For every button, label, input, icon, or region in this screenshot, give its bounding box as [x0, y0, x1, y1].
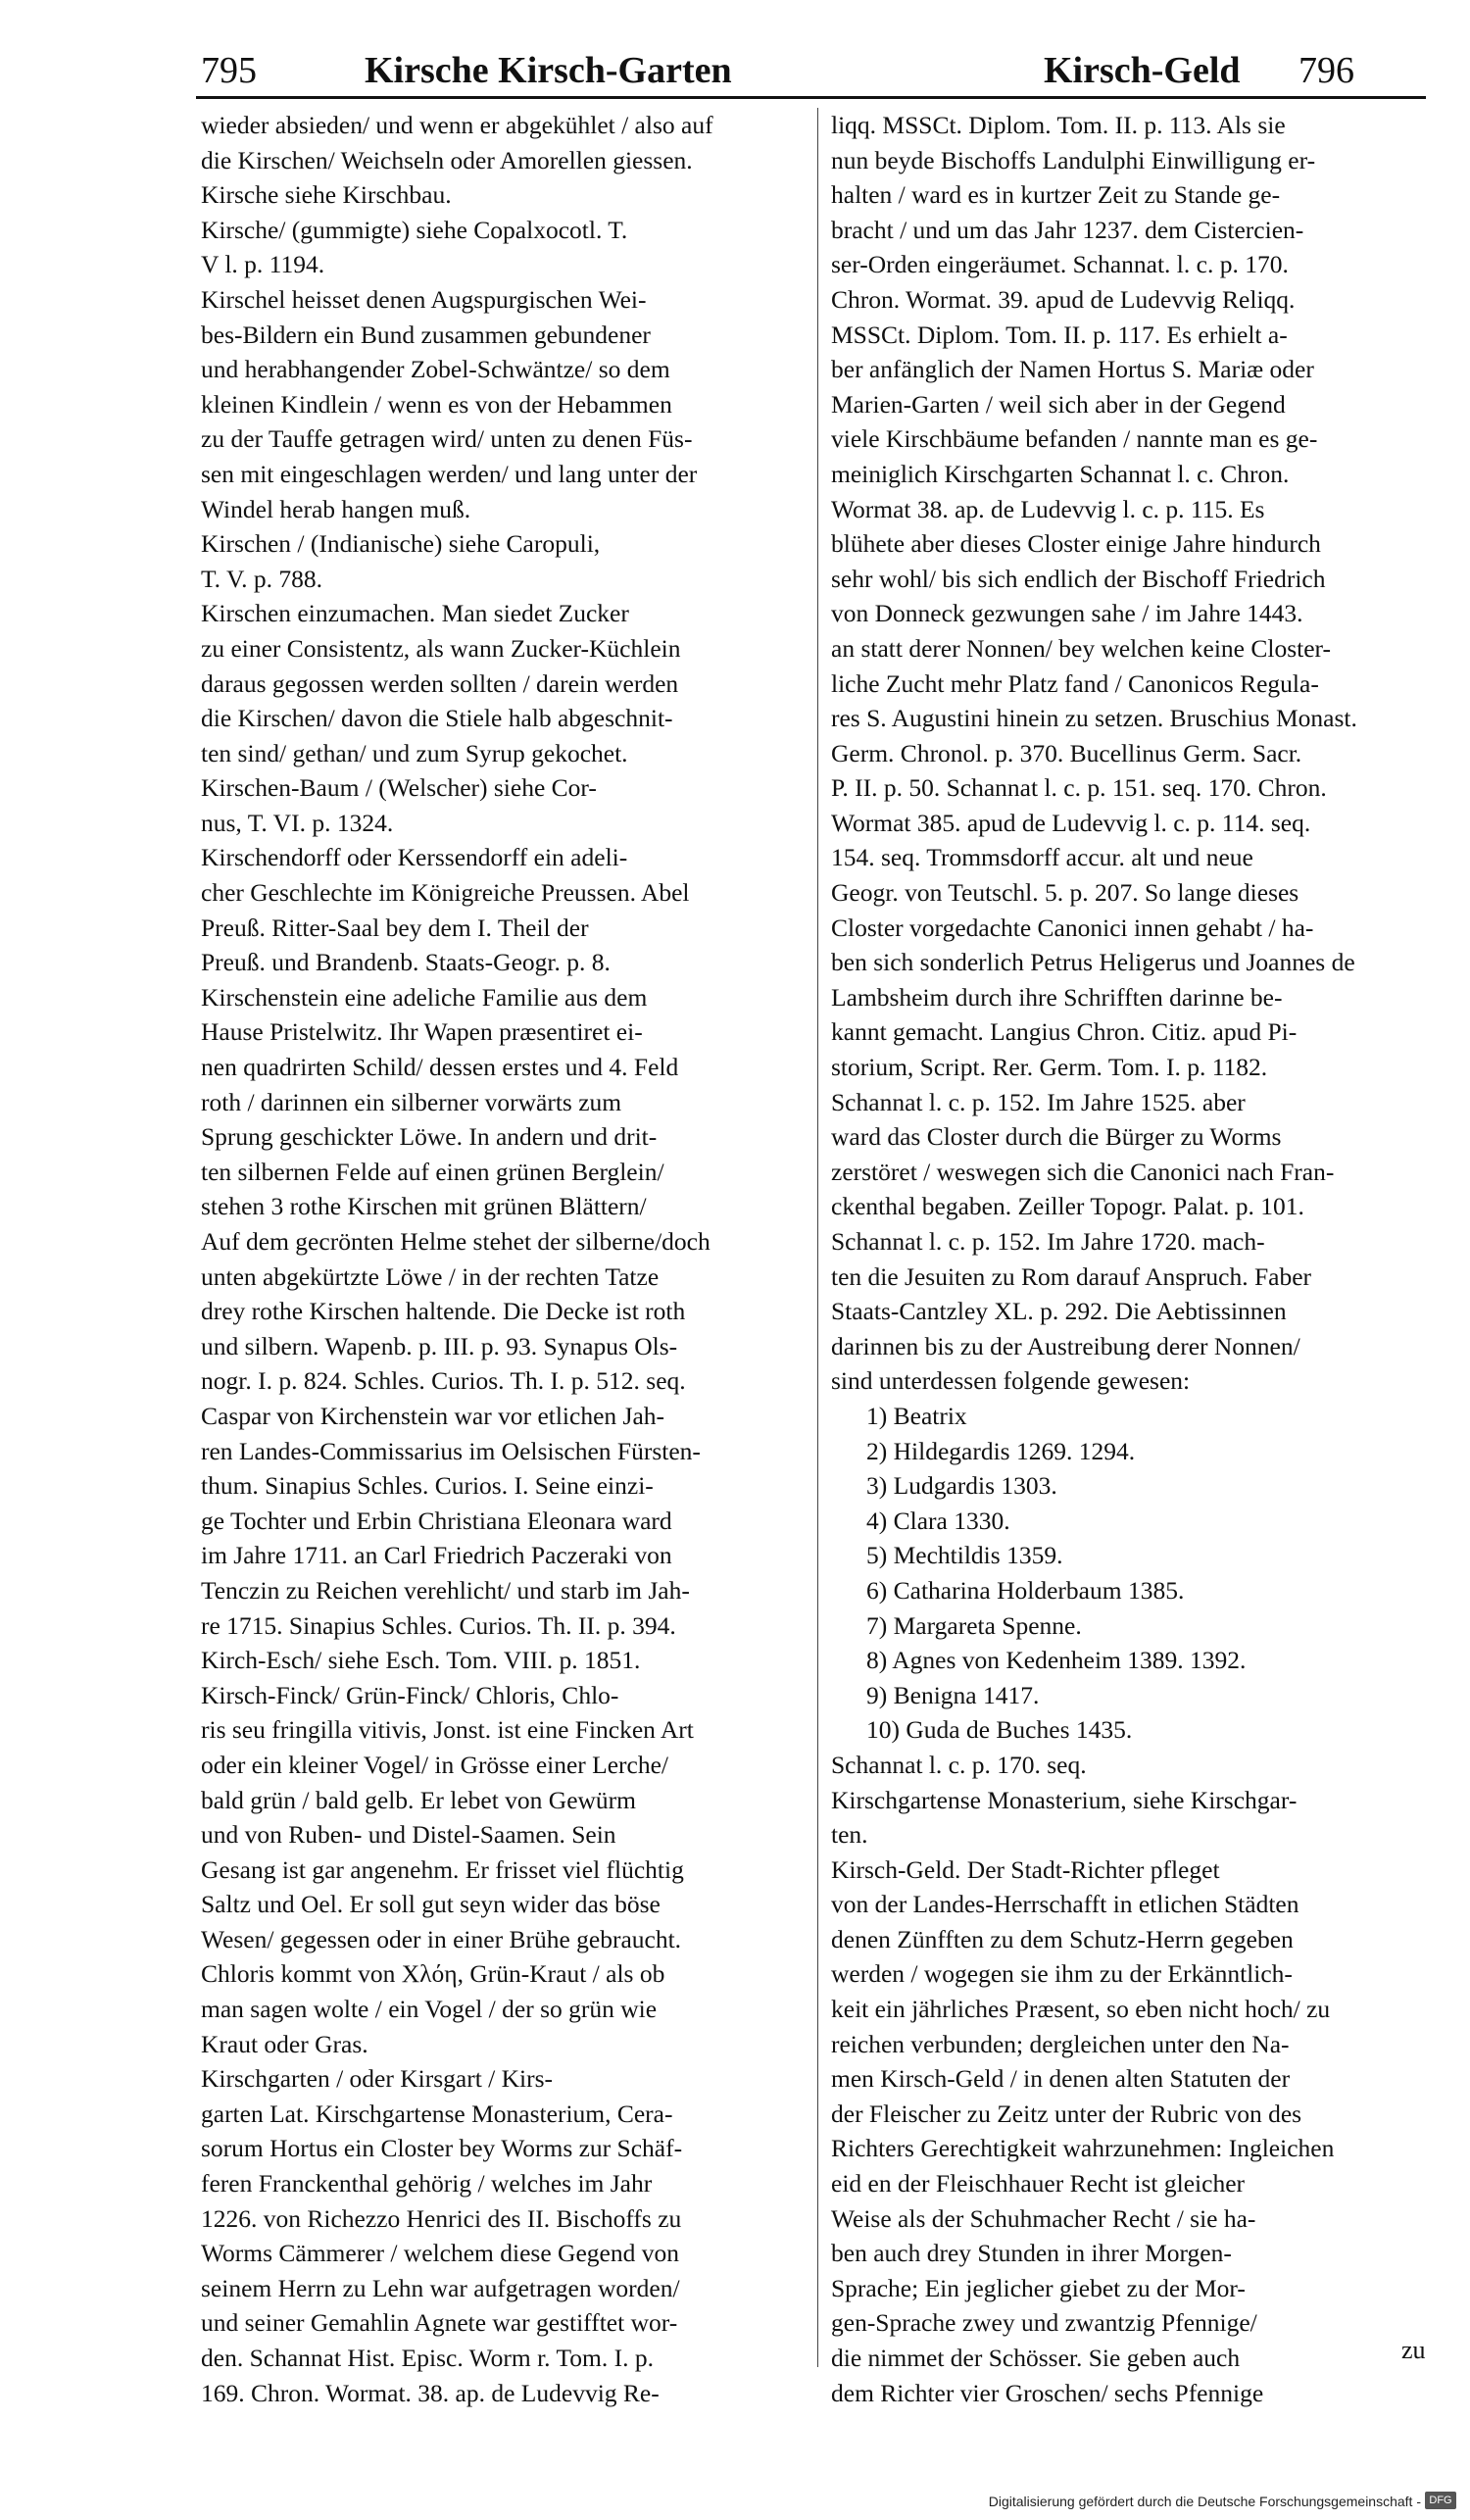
- abbess-list-item: 1) Beatrix: [866, 1401, 967, 1430]
- abbess-list-item: 7) Margareta Spenne.: [866, 1610, 1082, 1640]
- text-line: Chloris kommt von Χλόη, Grün-Kraut / als ob: [201, 1959, 665, 1989]
- text-line: ris seu fringilla vitivis, Jonst. ist eine Fincken Art: [201, 1715, 694, 1745]
- text-line: T. V. p. 788.: [201, 564, 322, 593]
- text-line: Closter vorgedachte Canonici innen gehabt / ha-: [831, 913, 1314, 942]
- text-line: Chron. Wormat. 39. apud de Ludevvig Reliqq.: [831, 284, 1296, 314]
- abbess-list-item: 9) Benigna 1417.: [866, 1680, 1040, 1709]
- text-line: Weise als der Schuhmacher Recht / sie ha-: [831, 2203, 1256, 2233]
- text-line: V l. p. 1194.: [201, 250, 325, 279]
- abbess-list-item: 6) Catharina Holderbaum 1385.: [866, 1575, 1185, 1605]
- text-line: gen-Sprache zwey und zwantzig Pfennige/: [831, 2308, 1257, 2338]
- text-line: ten silbernen Felde auf einen grünen Berglein/: [201, 1157, 664, 1186]
- text-line: Kirschenstein eine adeliche Familie aus dem: [201, 982, 648, 1012]
- dfg-logo: DFG: [1425, 2492, 1456, 2509]
- text-line: 154. seq. Trommsdorff accur. alt und neue: [831, 843, 1253, 872]
- text-line: Schannat l. c. p. 170. seq.: [831, 1750, 1087, 1779]
- text-line: ward das Closter durch die Bürger zu Worms: [831, 1122, 1282, 1152]
- text-line: zu einer Consistentz, als wann Zucker-Küchlein: [201, 633, 681, 663]
- text-line: daraus gegossen werden sollten / darein werden: [201, 668, 679, 698]
- text-line: seinem Herrn zu Lehn war aufgetragen worden/: [201, 2273, 680, 2302]
- text-line: ser-Orden eingeräumet. Schannat. l. c. p. 170.: [831, 250, 1289, 279]
- text-line: Germ. Chronol. p. 370. Bucellinus Germ. Sacr.: [831, 738, 1302, 767]
- text-line: Staats-Cantzley XL. p. 292. Die Aebtissinnen: [831, 1297, 1287, 1326]
- text-line: reichen verbunden; dergleichen unter den Na-: [831, 2029, 1290, 2058]
- text-line: Preuß. und Brandenb. Staats-Geogr. p. 8.: [201, 948, 611, 977]
- page-number-right: 796: [1298, 50, 1354, 91]
- text-line: Auf dem gecrönten Helme stehet der silberne/doch: [201, 1227, 710, 1256]
- running-title-right: Kirsch-Geld: [1044, 50, 1241, 91]
- abbess-list-item: 2) Hildegardis 1269. 1294.: [866, 1436, 1136, 1465]
- left-column: [201, 108, 808, 2410]
- text-line: ten.: [831, 1820, 868, 1850]
- text-line: im Jahre 1711. an Carl Friedrich Paczeraki von: [201, 1541, 672, 1570]
- text-line: oder ein kleiner Vogel/ in Grösse einer Lerche/: [201, 1750, 669, 1779]
- text-line: zu der Tauffe getragen wird/ unten zu denen Füs-: [201, 424, 693, 454]
- text-line: Marien-Garten / weil sich aber in der Gegend: [831, 389, 1286, 419]
- text-line: dem Richter vier Groschen/ sechs Pfennige: [831, 2378, 1264, 2407]
- text-line: sen mit eingeschlagen werden/ und lang unter der: [201, 459, 698, 488]
- text-line: keit ein jährliches Præsent, so eben nicht hoch/ zu: [831, 1995, 1331, 2024]
- text-line: sind unterdessen folgende gewesen:: [831, 1366, 1191, 1396]
- abbess-list-item: 5) Mechtildis 1359.: [866, 1541, 1063, 1570]
- text-line: feren Franckenthal gehörig / welches im Jahr: [201, 2169, 653, 2199]
- abbess-list-item: 4) Clara 1330.: [866, 1506, 1010, 1535]
- text-line: Sprung geschickter Löwe. In andern und drit-: [201, 1122, 658, 1152]
- text-line: nen quadrirten Schild/ dessen erstes und 4. Feld: [201, 1053, 679, 1082]
- text-line: 169. Chron. Wormat. 38. ap. de Ludevvig Re-: [201, 2378, 660, 2407]
- text-line: viele Kirschbäume befanden / nannte man es ge-: [831, 424, 1318, 454]
- text-line: men Kirsch-Geld / in denen alten Statuten der: [831, 2064, 1291, 2094]
- text-line: P. II. p. 50. Schannat l. c. p. 151. seq. 170. Chron.: [831, 773, 1327, 803]
- text-line: Geogr. von Teutschl. 5. p. 207. So lange dieses: [831, 878, 1299, 908]
- text-line: und seiner Gemahlin Agnete war gestifftet wor-: [201, 2308, 678, 2338]
- text-line: stehen 3 rothe Kirschen mit grünen Blättern/: [201, 1192, 647, 1221]
- text-line: storium, Script. Rer. Germ. Tom. I. p. 1182.: [831, 1053, 1268, 1082]
- text-line: eid en der Fleischhauer Recht ist gleicher: [831, 2169, 1246, 2199]
- text-line: Richters Gerechtigkeit wahrzunehmen: Ingleichen: [831, 2134, 1335, 2163]
- running-title-left: Kirsche Kirsch-Garten: [365, 50, 732, 91]
- text-line: Kirsche siehe Kirschbau.: [201, 180, 452, 210]
- text-line: Kirsch-Geld. Der Stadt-Richter pfleget: [831, 1854, 1220, 1884]
- text-line: unten abgekürtzte Löwe / in der rechten Tatze: [201, 1261, 660, 1291]
- text-line: Preuß. Ritter-Saal bey dem I. Theil der: [201, 913, 589, 942]
- text-line: Kirschel heisset denen Augspurgischen Wei-: [201, 284, 647, 314]
- text-line: liqq. MSSCt. Diplom. Tom. II. p. 113. Als sie: [831, 111, 1286, 139]
- text-line: nogr. I. p. 824. Schles. Curios. Th. I. p. 512. seq.: [201, 1366, 686, 1396]
- text-line: ben auch drey Stunden in ihrer Morgen-: [831, 2239, 1232, 2268]
- text-line: Kirsch-Finck/ Grün-Finck/ Chloris, Chlo-: [201, 1680, 619, 1709]
- text-line: Lambsheim durch ihre Schrifften darinne be-: [831, 982, 1283, 1012]
- digitization-footer: [988, 2488, 1460, 2515]
- text-line: cher Geschlechte im Königreiche Preussen. Abel: [201, 878, 690, 908]
- text-line: Sprache; Ein jeglicher giebet zu der Mor-: [831, 2273, 1246, 2302]
- text-line: von Donneck gezwungen sahe / im Jahre 1443.: [831, 599, 1303, 628]
- text-line: Kirsche/ (gummigte) siehe Copalxocotl. T.: [201, 215, 628, 244]
- text-line: drey rothe Kirschen haltende. Die Decke ist roth: [201, 1297, 686, 1326]
- text-line: die nimmet der Schösser. Sie geben auch: [831, 2344, 1241, 2372]
- text-line: ge Tochter und Erbin Christiana Eleonara ward: [201, 1506, 672, 1535]
- text-line: ten sind/ gethan/ und zum Syrup gekochet.: [201, 738, 628, 767]
- text-line: bes-Bildern ein Bund zusammen gebundener: [201, 320, 651, 349]
- text-line: Kraut oder Gras.: [201, 2029, 368, 2058]
- text-line: thum. Sinapius Schles. Curios. I. Seine einzi-: [201, 1471, 654, 1501]
- header-rule: [196, 96, 1426, 99]
- text-line: der Fleischer zu Zeitz unter der Rubric von des: [831, 2099, 1302, 2128]
- right-column-text: [831, 108, 1434, 1399]
- text-line: meiniglich Kirschgarten Schannat l. c. Chron.: [831, 459, 1290, 488]
- text-line: Gesang ist gar angenehm. Er frisset viel flüchtig: [201, 1854, 684, 1884]
- text-line: bracht / und um das Jahr 1237. dem Cistercien-: [831, 215, 1304, 244]
- text-line: re 1715. Sinapius Schles. Curios. Th. II. p. 394.: [201, 1610, 676, 1640]
- abbess-list-item: 10) Guda de Buches 1435.: [866, 1715, 1133, 1745]
- running-head: [196, 39, 1426, 98]
- text-line: res S. Augustini hinein zu setzen. Bruschius Monast.: [831, 704, 1357, 733]
- catchword: zu: [1401, 2336, 1426, 2364]
- text-line: Kirschgartense Monasterium, siehe Kirschgar-: [831, 1785, 1298, 1814]
- text-line: kleinen Kindlein / wenn es von der Hebammen: [201, 389, 672, 419]
- text-line: von der Landes-Herrschafft in etlichen Städten: [831, 1890, 1299, 1919]
- text-line: Schannat l. c. p. 152. Im Jahre 1720. mach-: [831, 1227, 1265, 1256]
- text-line: und herabhangender Zobel-Schwäntze/ so dem: [201, 355, 670, 384]
- text-line: Wormat 38. ap. de Ludevvig l. c. p. 115. Es: [831, 494, 1265, 523]
- text-line: Kirschgarten / oder Kirsgart / Kirs-: [201, 2064, 554, 2094]
- abbess-list-item: 3) Ludgardis 1303.: [866, 1471, 1057, 1501]
- text-line: Caspar von Kirchenstein war vor etlichen Jah-: [201, 1401, 665, 1430]
- column-divider: [817, 108, 818, 2367]
- text-line: Windel herab hangen muß.: [201, 494, 471, 523]
- text-line: roth / darinnen ein silberner vorwärts zum: [201, 1087, 622, 1116]
- text-line: Wormat 385. apud de Ludevvig l. c. p. 114. seq.: [831, 808, 1311, 837]
- text-line: Schannat l. c. p. 152. Im Jahre 1525. aber: [831, 1087, 1246, 1116]
- text-line: wieder absieden/ und wenn er abgekühlet / also auf: [201, 111, 713, 139]
- text-line: an statt derer Nonnen/ bey welchen keine Closter-: [831, 633, 1332, 663]
- text-line: Tenczin zu Reichen verehlicht/ und starb im Jah-: [201, 1575, 690, 1605]
- text-line: Kirschen einzumachen. Man siedet Zucker: [201, 599, 629, 628]
- text-line: zerstöret / weswegen sich die Canonici nach Fran-: [831, 1157, 1335, 1186]
- text-line: und von Ruben- und Distel-Saamen. Sein: [201, 1820, 616, 1850]
- text-line: und silbern. Wapenb. p. III. p. 93. Synapus Ols-: [201, 1331, 678, 1360]
- text-line: Worms Cämmerer / welchem diese Gegend von: [201, 2239, 679, 2268]
- text-line: Saltz und Oel. Er soll gut seyn wider das böse: [201, 1890, 661, 1919]
- text-line: ten die Jesuiten zu Rom darauf Anspruch. Faber: [831, 1261, 1312, 1291]
- text-line: bald grün / bald gelb. Er lebet von Gewürm: [201, 1785, 637, 1814]
- text-line: ben sich sonderlich Petrus Heligerus und Joannes de: [831, 948, 1355, 977]
- text-line: Hause Pristelwitz. Ihr Wapen præsentiret ei-: [201, 1017, 643, 1047]
- right-column-text-continued: [831, 1748, 1434, 2410]
- text-line: denen Zünfften zu dem Schutz-Herrn gegeben: [831, 1924, 1294, 1953]
- text-line: Kirschen-Baum / (Welscher) siehe Cor-: [201, 773, 597, 803]
- text-line: die Kirschen/ davon die Stiele halb abgeschnit-: [201, 704, 673, 733]
- text-line: nun beyde Bischoffs Landulphi Einwilligung er-: [831, 145, 1316, 174]
- text-line: blühete aber dieses Closter einige Jahre hindurch: [831, 529, 1321, 559]
- text-line: man sagen wolte / ein Vogel / der so grün wie: [201, 1995, 658, 2024]
- text-line: ber anfänglich der Namen Hortus S. Mariæ oder: [831, 355, 1314, 384]
- abbess-list-item: 8) Agnes von Kedenheim 1389. 1392.: [866, 1646, 1247, 1675]
- footer-credit: Digitalisierung gefördert durch die Deutsche Forschungsgemeinschaft -: [988, 2494, 1421, 2509]
- text-line: halten / ward es in kurtzer Zeit zu Stande ge-: [831, 180, 1281, 210]
- text-line: MSSCt. Diplom. Tom. II. p. 117. Es erhielt a-: [831, 320, 1288, 349]
- page-number-left: 795: [201, 50, 257, 91]
- text-line: 1226. von Richezzo Henrici des II. Bischoffs zu: [201, 2203, 682, 2233]
- text-line: Kirschen / (Indianische) siehe Caropuli,: [201, 529, 601, 559]
- right-column: [831, 108, 1434, 2410]
- text-line: nus, T. VI. p. 1324.: [201, 808, 394, 837]
- text-line: kannt gemacht. Langius Chron. Citiz. apud Pi-: [831, 1017, 1298, 1047]
- text-line: liche Zucht mehr Platz fand / Canonicos Regula-: [831, 668, 1319, 698]
- text-line: ren Landes-Commissarius im Oelsischen Fürsten-: [201, 1436, 701, 1465]
- text-line: werden / wogegen sie ihm zu der Erkänntlich-: [831, 1959, 1293, 1989]
- text-line: Kirschendorff oder Kerssendorff ein adeli-: [201, 843, 628, 872]
- text-line: den. Schannat Hist. Episc. Worm r. Tom. I. p.: [201, 2344, 654, 2372]
- abbess-list: [831, 1399, 1434, 1748]
- text-line: darinnen bis zu der Austreibung derer Nonnen/: [831, 1331, 1300, 1360]
- text-line: sorum Hortus ein Closter bey Worms zur Schäf-: [201, 2134, 683, 2163]
- text-line: Kirch-Esch/ siehe Esch. Tom. VIII. p. 1851.: [201, 1646, 641, 1675]
- text-line: sehr wohl/ bis sich endlich der Bischoff Friedrich: [831, 564, 1326, 593]
- text-line: Wesen/ gegessen oder in einer Brühe gebraucht.: [201, 1924, 682, 1953]
- text-line: ckenthal begaben. Zeiller Topogr. Palat. p. 101.: [831, 1192, 1304, 1221]
- text-line: garten Lat. Kirschgartense Monasterium, Cera-: [201, 2099, 673, 2128]
- text-line: die Kirschen/ Weichseln oder Amorellen giessen.: [201, 145, 693, 174]
